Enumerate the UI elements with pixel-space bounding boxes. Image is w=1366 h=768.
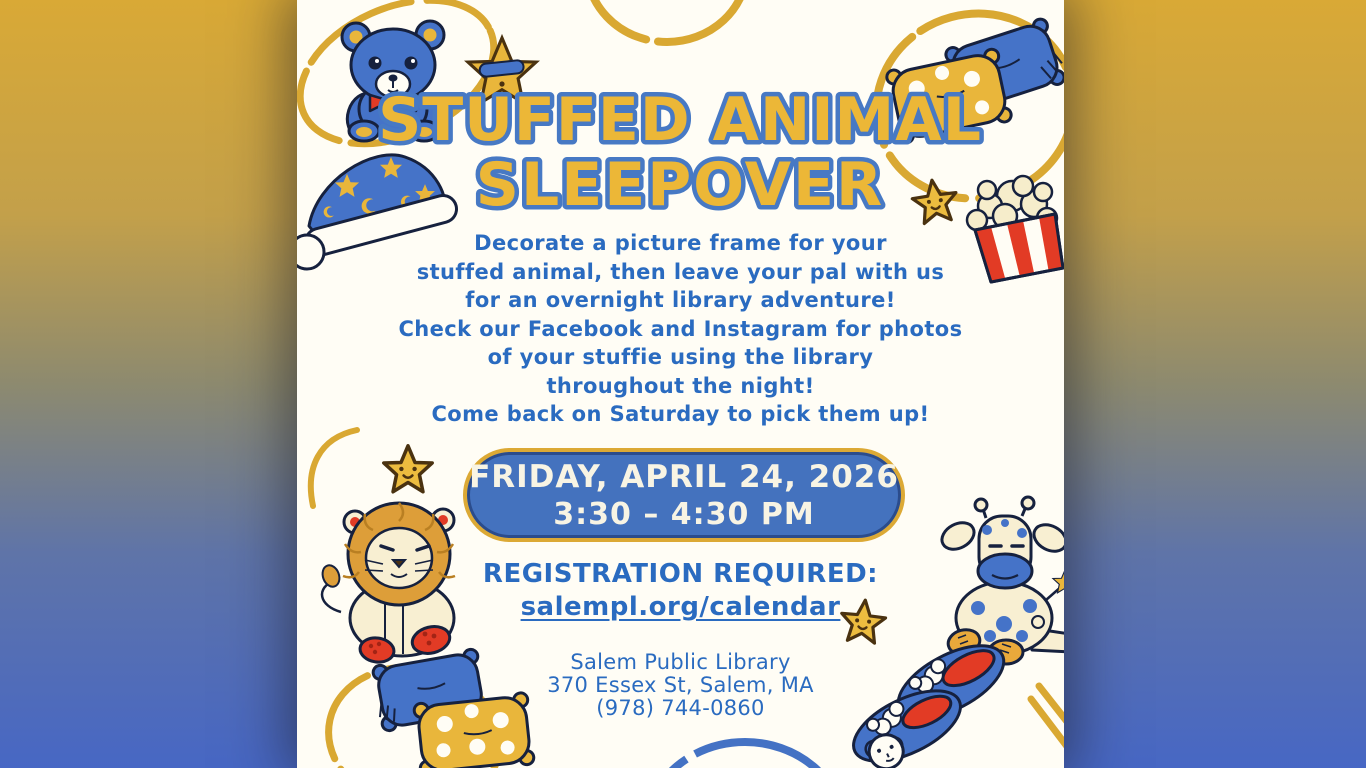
blue-scribble-circle xyxy=(647,742,843,768)
cute-star-icon xyxy=(384,446,432,492)
event-date: FRIDAY, APRIL 24, 2026 xyxy=(469,459,899,495)
event-flyer-poster xyxy=(297,0,1064,768)
title-line-2: SLEEPOVER xyxy=(475,150,885,220)
event-time: 3:30 – 4:30 PM xyxy=(553,497,815,532)
description-line: stuffed animal, then leave your pal with us xyxy=(416,259,945,284)
title-line-1: STUFFED ANIMAL xyxy=(378,85,982,155)
registration-block xyxy=(297,558,1064,624)
flyer-title xyxy=(297,0,1064,230)
description-line: Decorate a picture frame for your xyxy=(474,231,887,255)
description-line: throughout the night! xyxy=(546,373,815,398)
date-time-badge xyxy=(463,448,905,542)
description-line: Check our Facebook and Instagram for photos xyxy=(398,316,963,341)
description-line: of your stuffie using the library xyxy=(487,345,874,369)
registration-label: REGISTRATION REQUIRED: xyxy=(482,559,879,589)
library-phone: (978) 744-0860 xyxy=(596,696,765,720)
library-contact-info xyxy=(297,651,1064,720)
description-line: for an overnight library adventure! xyxy=(465,288,896,312)
event-description xyxy=(297,229,1064,429)
library-address: 370 Essex St, Salem, MA xyxy=(547,673,814,697)
library-name: Salem Public Library xyxy=(570,650,791,674)
calendar-link[interactable]: salempl.org/calendar xyxy=(520,592,841,622)
description-line: Come back on Saturday to pick them up! xyxy=(431,402,930,426)
